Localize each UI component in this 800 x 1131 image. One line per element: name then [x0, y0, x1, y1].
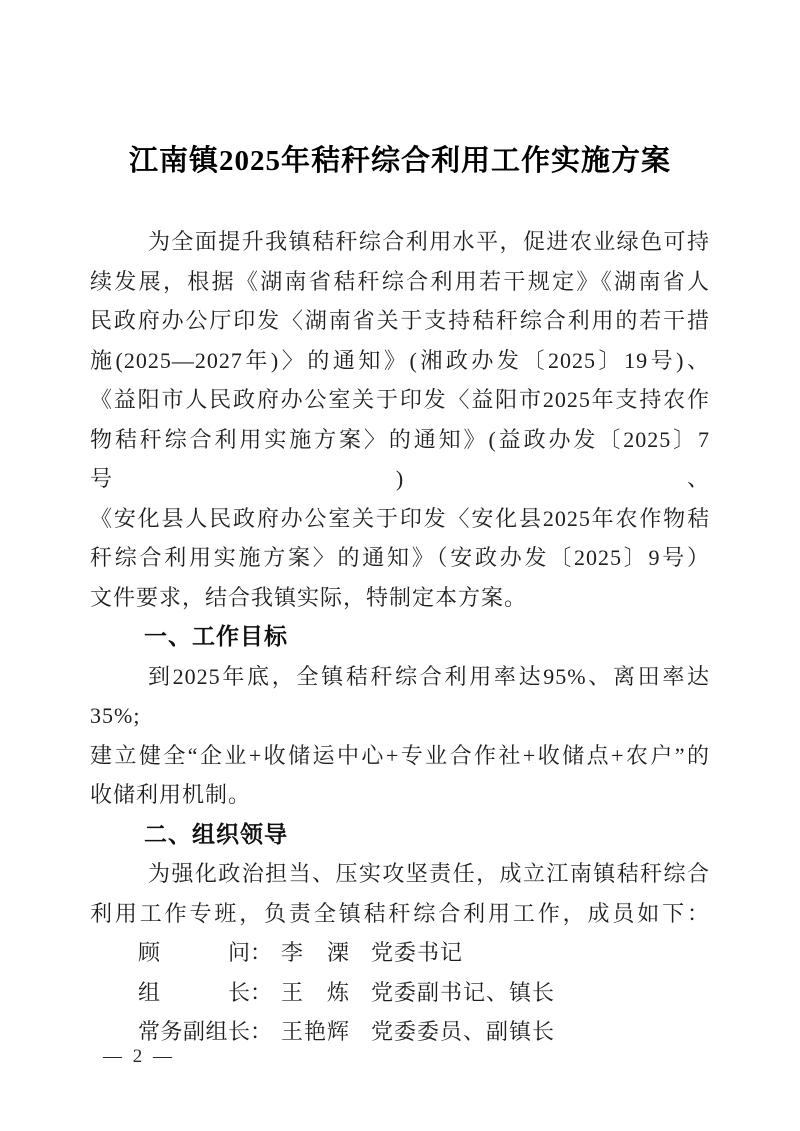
intro-line: 文件要求，结合我镇实际，特制定本方案。	[90, 584, 528, 610]
member-colon: ：	[250, 940, 274, 965]
member-colon: ：	[250, 1019, 274, 1044]
section1-line: 收储利用机制。	[90, 782, 252, 807]
section1-heading: 一、工作目标	[144, 623, 288, 649]
member-position: 党委委员、副镇长	[371, 1019, 556, 1044]
section2-heading: 二、组织领导	[144, 820, 288, 847]
member-role-label: 顾问	[138, 940, 250, 965]
section2-line: 利用工作专班，负责全镇秸秆综合利用工作，成员如下：	[90, 900, 710, 926]
section2-line: 为强化政治担当、压实攻坚责任，成立江南镇秸秆综合	[148, 861, 710, 886]
member-colon: ：	[250, 979, 274, 1005]
intro-line: 秆综合利用实施方案〉的通知》（安政办发〔2025〕9号）	[90, 545, 710, 570]
intro-line: 《益阳市人民政府办公室关于印发〈益阳市2025年支持农作	[90, 387, 710, 412]
intro-line: 续发展，根据《湖南省秸秆综合利用若干规定》《湖南省人	[90, 268, 710, 294]
intro-line: 《安化县人民政府办公室关于印发〈安化县2025年农作物秸	[90, 505, 710, 531]
member-row-advisor	[90, 933, 710, 973]
section1-line: 到2025年底，全镇秸秆综合利用率达95%、离田率达35%;	[90, 663, 710, 728]
member-position: 党委副书记、镇长	[371, 979, 556, 1005]
intro-line: 施(2025—2027年)〉的通知》(湘政办发〔2025〕19号)、	[90, 347, 710, 373]
member-row-leader	[90, 973, 710, 1013]
member-position: 党委书记	[371, 940, 464, 965]
intro-line: 为全面提升我镇秸秆综合利用水平，促进农业绿色可持	[148, 229, 710, 254]
member-role-label: 组长	[138, 979, 250, 1005]
member-name: 王 炼	[281, 979, 351, 1005]
page-number: — 2 —	[103, 1046, 175, 1067]
member-name: 王艳辉	[281, 1019, 351, 1044]
document-title: 江南镇2025年秸秆综合利用工作实施方案	[128, 145, 671, 177]
member-name: 李 溧	[281, 940, 351, 965]
member-row-deputy-leader	[90, 1012, 710, 1052]
section1-line: 建立健全“企业+收储运中心+专业合作社+收储点+农户”的	[90, 742, 710, 768]
member-role-label: 常务副组长	[138, 1019, 250, 1044]
document-body	[90, 222, 710, 1052]
intro-line: 民政府办公厅印发〈湖南省关于支持秸秆综合利用的若干措	[90, 308, 710, 333]
intro-line: 物秸秆综合利用实施方案〉的通知》(益政办发〔2025〕7号)、	[90, 426, 710, 491]
